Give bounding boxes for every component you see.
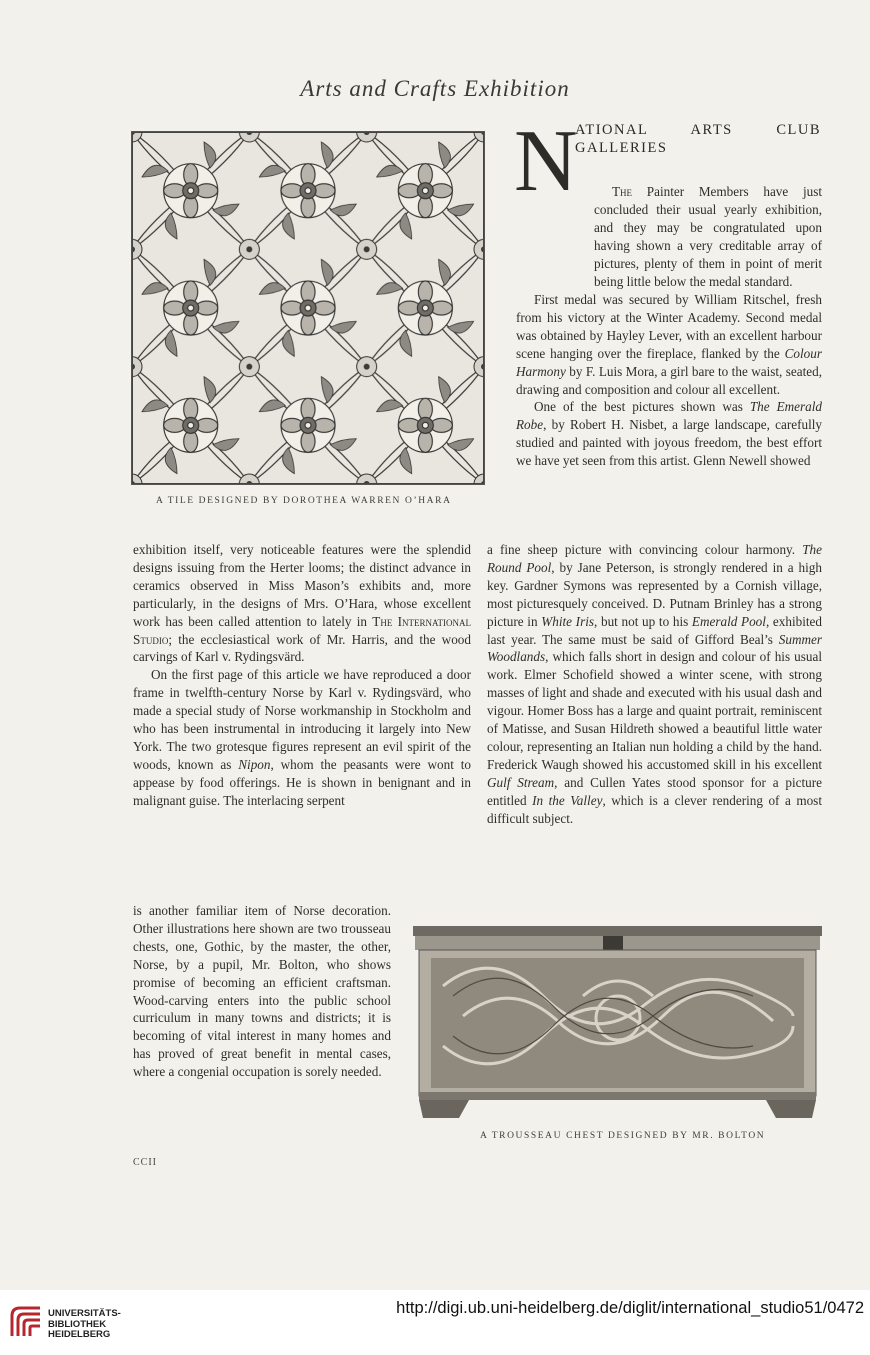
paragraph-text: , exhibited last year. The same must be said of Gifford Beal’s	[487, 613, 822, 647]
paragraph-text: , by Robert H. Nisbet, a large landscape, carefully studied and painted with joyous freedom, the best effort we have yet seen from this artist. Glenn Newell showed	[516, 417, 822, 469]
tile-illustration	[131, 131, 485, 485]
journal-title: The International Studio	[133, 613, 471, 647]
artwork-title: Colour Harmony	[516, 345, 822, 379]
lead-word: The	[612, 184, 633, 199]
paragraph-text: , whom the peasants were wont to appease by food offerings. He is shown in benignant and in malignant guise. The interlacing serpent	[133, 756, 471, 808]
paragraph-text: , which falls short in design and colour of his usual work. Elmer Schofield showed a winter scene, with strong masses of light and shade and executed with his usual dash and vigour. Homer Boss has a large and quaint portrait, reminiscent of Matisse, and Susan Hildreth showed a beautiful little water colour, representing an Italian nun holding a child by the hand. Frederick Waugh showed his accustomed skill in his excellent	[487, 649, 822, 772]
library-name-line: UNIVERSITÄTS-	[48, 1308, 121, 1319]
artwork-title: Summer Woodlands	[487, 631, 822, 665]
page-number: CCII	[133, 1157, 157, 1168]
library-name-line: HEIDELBERG	[48, 1329, 111, 1340]
right-column	[516, 291, 822, 470]
paragraph-text: One of the best pictures shown was	[534, 399, 750, 415]
artwork-title: The Emerald Robe	[516, 399, 822, 433]
paragraph-text: Painter Members have just concluded their usual yearly exhibition, and they may be congratulated upon having shown a very creditable array of pictures, plenty of them in point of merit being little below the medal standard.	[594, 184, 822, 289]
section-heading: ATIONAL ARTS CLUB GALLERIES	[575, 122, 821, 156]
library-name-line: BIBLIOTHEK	[48, 1318, 107, 1330]
trousseau-chest-illustration	[413, 926, 822, 1120]
paragraph-text: , which is a clever rendering of a most difficult subject.	[487, 792, 822, 826]
artwork-title: The Round Pool	[487, 542, 822, 575]
running-head: Arts and Crafts Exhibition	[300, 76, 570, 101]
paragraph-text: , and Cullen Yates stood sponsor for a picture entitled	[487, 774, 822, 808]
paragraph-text: On the first page of this article we have reproduced a door frame in twelfth-century Norse by Karl v. Rydingsvärd, who made a special study of Norse workmanship in Stockholm and who has been instrumental in introducing it largely into New York. The two grotesque figures represent an evil spirit of the woods, known as	[133, 667, 471, 772]
left-column-narrow	[133, 902, 391, 1081]
right-column-continued	[487, 541, 822, 828]
paragraph-text: ; the ecclesiastical work of Mr. Harris, and the wood carvings of Karl v. Rydingsvärd.	[133, 631, 471, 665]
artwork-title: In the Valley	[532, 792, 603, 808]
artwork-title: Emerald Pool	[691, 613, 766, 629]
paragraph-text: , by Jane Peterson, is strongly rendered in a high key. Gardner Symons was represented by a Cornish village, most picturesquely conceived. D. Putnam Brinley has a strong picture in	[487, 559, 822, 629]
paragraph-text: a fine sheep picture with convincing colour harmony.	[487, 542, 803, 557]
artwork-title: Gulf Stream	[487, 774, 555, 790]
paragraph-text: exhibition itself, very noticeable features were the splendid designs issuing from the Herter looms; the distinct advance in ceramics observed in Miss Mason’s exhibits and, more particularly, in the designs of Mrs. O’Hara, whose excellent work has been called attention to lately in	[133, 542, 471, 629]
artwork-title: White Iris	[541, 613, 594, 629]
paragraph-text: , but not up to his	[594, 613, 692, 629]
chest-caption: A TROUSSEAU CHEST DESIGNED BY MR. BOLTON	[480, 1131, 766, 1141]
left-column	[133, 541, 471, 810]
paragraph-text: First medal was secured by William Ritschel, fresh from his victory at the Winter Academy. Second medal was obtained by Hayley Lever, with an excellent harbour scene hanging over the fireplace, flanked by the	[516, 292, 822, 361]
permalink-url[interactable]: http://digi.ub.uni-heidelberg.de/diglit/international_studio51/0472	[396, 1299, 864, 1317]
paragraph-text: is another familiar item of Norse decoration. Other illustrations here shown are two trousseau chests, one, Gothic, by the master, the other, Norse, by a pupil, Mr. Bolton, who shows promise of becoming an efficient craftsman. Wood-carving enters into the public school curriculum in many towns and districts; it is becoming of vital interest in many homes and has proved of great benefit in mental cases, where a congenial occupation is sorely needed.	[133, 903, 391, 1080]
spirit-name: Nipon	[238, 756, 271, 772]
library-logo-icon	[10, 1306, 42, 1338]
tile-caption: A TILE DESIGNED BY DOROTHEA WARREN O’HARA	[156, 496, 452, 506]
right-column-intro	[594, 183, 822, 290]
library-name	[48, 1309, 121, 1341]
paragraph-text: by F. Luis Mora, a girl bare to the waist, seated, drawing and composition and colour all excellent.	[516, 363, 822, 397]
drop-cap: N	[514, 113, 578, 210]
